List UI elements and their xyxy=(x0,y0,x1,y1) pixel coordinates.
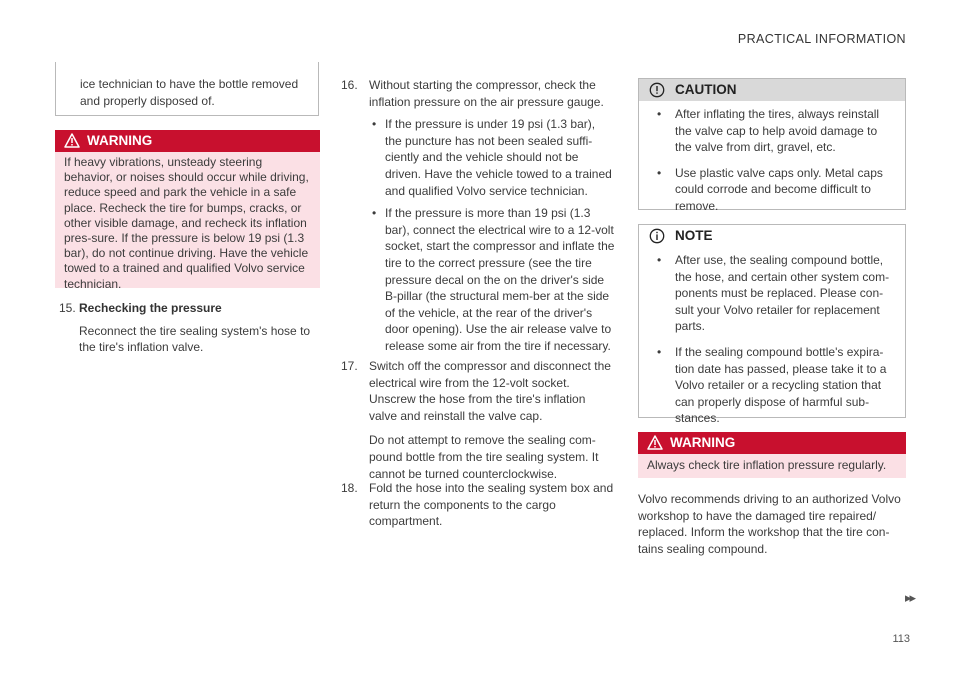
note-header xyxy=(639,225,905,247)
exclamation-circle-icon xyxy=(649,82,665,98)
warning-triangle-icon xyxy=(647,435,663,450)
step-number: 16. xyxy=(341,78,358,92)
step-text: Without starting the compressor, check the inflation pressure on the air pressure gauge. xyxy=(369,78,604,109)
warning-label: WARNING xyxy=(670,435,736,450)
warning-box xyxy=(55,130,320,291)
step-text: Fold the hose into the sealing system box and return the components to the cargo compartment. xyxy=(369,481,614,529)
warning-box-2 xyxy=(638,432,906,478)
caution-box xyxy=(638,78,906,213)
warning-header xyxy=(55,130,320,152)
step-17 xyxy=(341,358,615,482)
list-item: • If the sealing compound bottle's expira-tion date has passed, please take it to a Volvo retailer or a recycling station that can properly dispose of harmful sub-stances. xyxy=(653,344,897,427)
final-paragraph: Volvo recommends driving to an authorized Volvo workshop to have the damaged tire repaired/ replaced. Inform the workshop that the tire con-tains sealing compound. xyxy=(638,492,901,556)
note-box xyxy=(638,224,906,426)
caution-label: CAUTION xyxy=(675,82,737,97)
step-number: 17. xyxy=(341,359,358,373)
list-item: • After use, the sealing compound bottle, the hose, and certain other system com-ponents must be replaced. Please con-sult your Volvo retailer for replacement parts. xyxy=(653,252,897,335)
list-item: • If the pressure is more than 19 psi (1.3 bar), connect the electrical wire to a 12-volt socket, start the compressor and inflate the tire to the correct pressure (see the tire pressure decal on the on the driver's side B-pillar (the structural mem-ber at the side of the vehicle, at the rear of the driver's door opening). Use the air release valve to release some air from the tire if necessary. xyxy=(369,205,615,354)
warning-text: If heavy vibrations, unsteady steering behavior, or noises should occur while driving, reduce speed and park the vehicle in a safe place. Recheck the tire for bumps, cracks, or other visible damage, and recheck its inflation pres-sure. If the pressure is below 19 psi (1.3 bar), do not continue driving. Have the vehicle towed to a trained and qualified Volvo service technician. xyxy=(64,155,309,291)
next-page-arrows-icon[interactable]: ▸▸ xyxy=(904,590,914,605)
step-18 xyxy=(341,480,615,530)
list-item: • After inflating the tires, always reinstall the valve cap to help avoid damage to the valve from dirt, gravel, etc. xyxy=(653,106,897,156)
list-item: • If the pressure is under 19 psi (1.3 bar), the puncture has not been sealed suffi-ciently and the vehicle should not be driven. Have the vehicle towed to a trained and qualified Volvo service technician. xyxy=(369,116,615,199)
warning-text: Always check tire inflation pressure regularly. xyxy=(647,458,887,472)
step-text: Reconnect the tire sealing system's hose to the tire's inflation valve. xyxy=(79,323,311,355)
note-label: NOTE xyxy=(675,228,713,243)
continued-text-box xyxy=(55,62,319,116)
list-item: • Use plastic valve caps only. Metal caps could corrode and become difficult to remove. xyxy=(653,165,897,215)
step-number: 15. xyxy=(59,301,76,315)
step-text-2: Do not attempt to remove the sealing com-pound bottle from the tire sealing system. It cannot be turned counterclockwise. xyxy=(369,433,599,481)
caution-header xyxy=(639,79,905,101)
section-title: PRACTICAL INFORMATION xyxy=(737,32,906,46)
step-15 xyxy=(59,300,321,356)
step-number: 18. xyxy=(341,481,358,495)
warning-triangle-icon xyxy=(64,133,80,148)
step-title: Rechecking the pressure xyxy=(79,301,222,315)
warning-header xyxy=(638,432,906,454)
page-number: 113 xyxy=(892,633,910,645)
step-text: Switch off the compressor and disconnect the electrical wire from the 12-volt socket. Unscrew the hose from the tire's inflation valve and reinstall the valve cap. xyxy=(369,359,611,423)
warning-label: WARNING xyxy=(87,133,153,148)
step-16 xyxy=(341,77,615,355)
continued-text: ice technician to have the bottle removed and properly disposed of. xyxy=(80,77,299,108)
info-circle-icon xyxy=(649,228,665,244)
